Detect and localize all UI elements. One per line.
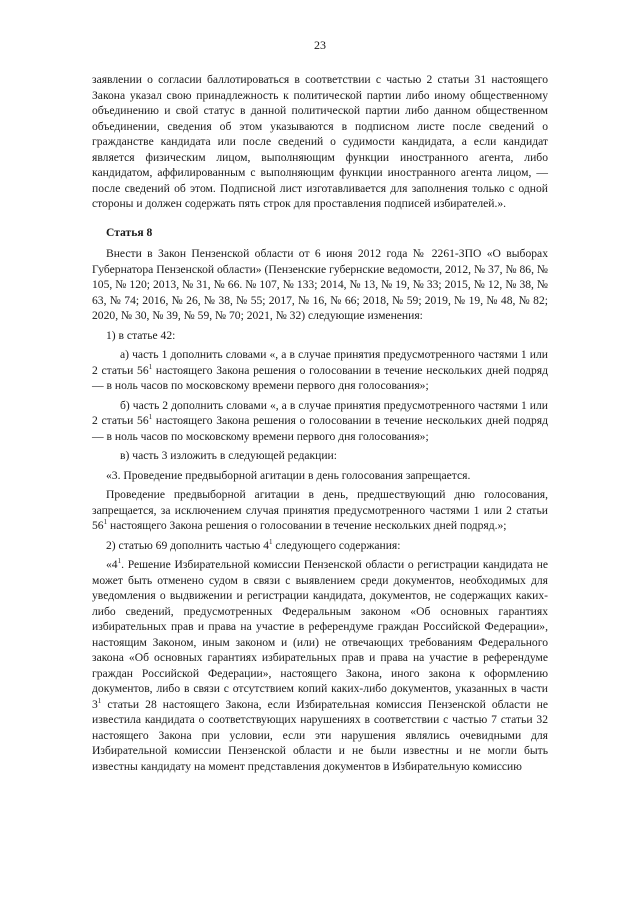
quote-3-cont: [92, 487, 548, 534]
intro-paragraph: заявлении о согласии баллотироваться в соответствии с частью 2 статьи 31 настоящего Закона указал свою принадлежность к политической партии либо иному общественному объединению и свой статус в данной политической партии либо данном общественном объединении, сведения об этом указываются в подписном листе после сведений о гражданстве кандидата или после сведений о судимости кандидата, а если кандидат является физическим лицом, выполняющим функции иностранного агента, либо кандидатом, аффилированным с выполняющим функции иностранного агента лицом, — после сведений об этом. Подписной лист изготавливается для заполнения только с одной стороны и должен содержать пять строк для проставления подписей избирателей.».: [92, 73, 548, 210]
item-1a-pre: а) часть 1 дополнить словами «, а в случае принятия предусмотренного частями 1 или 2 статьи 56: [92, 348, 548, 377]
item-1b-pre: б) часть 2 дополнить словами «, а в случае принятия предусмотренного частями 1 или 2 статьи 56: [92, 398, 548, 427]
item-2-sup: 1: [269, 537, 273, 546]
quote-3-cont-post: настоящего Закона решения о голосовании в течение нескольких дней подряд.»;: [107, 519, 507, 532]
item-2-post: следующего содержания:: [272, 538, 401, 552]
quote-4-1-pre: «4: [106, 558, 118, 571]
quote-3: «3. Проведение предвыборной агитации в день голосования запрещается.: [106, 468, 471, 482]
item-1b-sup: 1: [148, 413, 153, 422]
item-2-pre: 2) статью 69 дополнить частью 4: [106, 538, 269, 552]
quote-4-1-post: статьи 28 настоящего Закона, если Избирательная комиссия Пензенской области не известила кандидата о соответствующих нарушениях в соответствии с частью 7 статьи 32 настоящего Закона при условии, если эти нарушения являлись очевидными для Избирательной комиссии Пензенской области и не были известны и не могли быть известны кандидату на момент представления документов в Избирательную комиссию: [92, 697, 548, 773]
item-1c: в) часть 3 изложить в следующей редакции:: [120, 449, 337, 462]
quote-4-1: [92, 557, 548, 774]
document-body: [92, 72, 548, 774]
article-heading: Статья 8: [106, 225, 153, 239]
item-1a-post: настоящего Закона решения о голосовании в течение нескольких дней подряд — в ноль часов по московскому времени первого дня голосования»;: [92, 363, 548, 392]
item-1a-sup: 1: [148, 362, 153, 371]
item-1b: [92, 398, 548, 445]
page-number: 23: [314, 38, 326, 52]
quote-4-1-sup2: 1: [97, 696, 102, 705]
quote-3-cont-sup: 1: [103, 518, 108, 527]
item-1: 1) в статье 42:: [106, 328, 176, 342]
item-1a: [92, 347, 548, 394]
item-1b-post: настоящего Закона решения о голосовании в течение нескольких дней подряд — в ноль часов по московскому времени первого дня голосования»;: [92, 414, 548, 443]
item-2: [92, 538, 548, 554]
quote-4-1-sup: 1: [117, 557, 122, 566]
quote-4-1-mid: . Решение Избирательной комиссии Пензенской области о регистрации кандидата не может быть отменено судом в связи с выявлением среди документов, необходимых для уведомления о выдвижении и регистрации кандидата, документов, не содержащих каких-либо сведений, предусмотренных Федеральным законом «Об основных гарантиях избирательных прав и права на участие в референдуме граждан Российской Федерации», настоящим Законом, иным законом и (или) не отвечающих требованиям Федерального закона «Об основных гарантиях избирательных прав и права на участие в референдуме граждан Российской Федерации», настоящего Закона, иного закона к оформлению документов, либо в связи с отсутствием копий каких-либо документов, указанных в части 3: [92, 558, 548, 711]
article-intro: Внести в Закон Пензенской области от 6 июня 2012 года № 2261-ЗПО «О выборах Губернатора Пензенской области» (Пензенские губернские ведомости, 2012, № 37, № 86, № 105, № 120; 2013, № 31, № 66. № 107, № 133; 2014, № 13, № 19, № 33; 2015, № 12, № 38, № 63, № 74; 2016, № 26, № 38, № 55; 2017, № 16, № 66; 2018, № 59; 2019, № 19, № 48, № 82; 2020, № 30, № 39, № 59, № 70; 2021, № 32) следующие изменения:: [92, 247, 548, 322]
quote-3-cont-pre: Проведение предвыборной агитации в день, предшествующий дню голосования, запрещается, за исключением случая принятия предусмотренного частями 1 или 2 статьи 56: [92, 488, 548, 532]
